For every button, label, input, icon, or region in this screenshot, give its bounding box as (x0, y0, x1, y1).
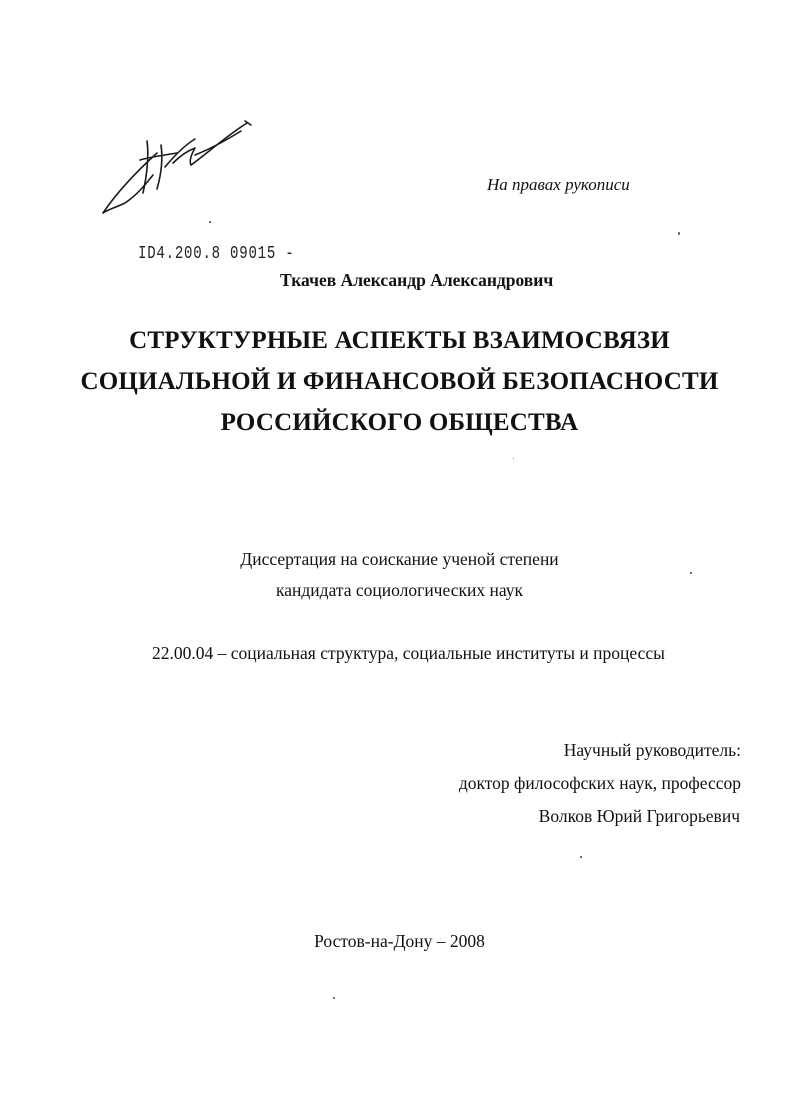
archive-code: ID4.200.8 09015 - (138, 244, 295, 264)
supervisor-label: Научный руководитель: (563, 740, 741, 760)
city-year: Ростов-на-Дону – 2008 (314, 931, 485, 951)
signature-icon (95, 115, 260, 225)
degree-line-2: кандидата социологических наук (276, 580, 523, 600)
specialty-code: 22.00.04 – социальная структура, социальные институты и процессы (152, 643, 665, 663)
author-name: Ткачев Александр Александрович (280, 270, 554, 290)
title-line-2: СОЦИАЛЬНОЙ И ФИНАНСОВОЙ БЕЗОПАСНОСТИ (80, 368, 719, 395)
scan-speck (209, 221, 211, 223)
scan-speck (690, 572, 692, 574)
degree-line-1: Диссертация на соискание ученой степени (240, 549, 559, 569)
scan-speck (678, 232, 680, 235)
scan-speck (333, 997, 335, 999)
supervisor-name: Волков Юрий Григорьевич (538, 806, 740, 826)
scan-speck (513, 458, 514, 459)
rights-note: На правах рукописи (487, 175, 630, 194)
scan-speck (580, 856, 582, 858)
title-line-3: РОССИЙСКОГО ОБЩЕСТВА (220, 409, 579, 436)
supervisor-title: доктор философских наук, профессор (458, 773, 741, 793)
title-line-1: СТРУКТУРНЫЕ АСПЕКТЫ ВЗАИМОСВЯЗИ (129, 327, 670, 354)
